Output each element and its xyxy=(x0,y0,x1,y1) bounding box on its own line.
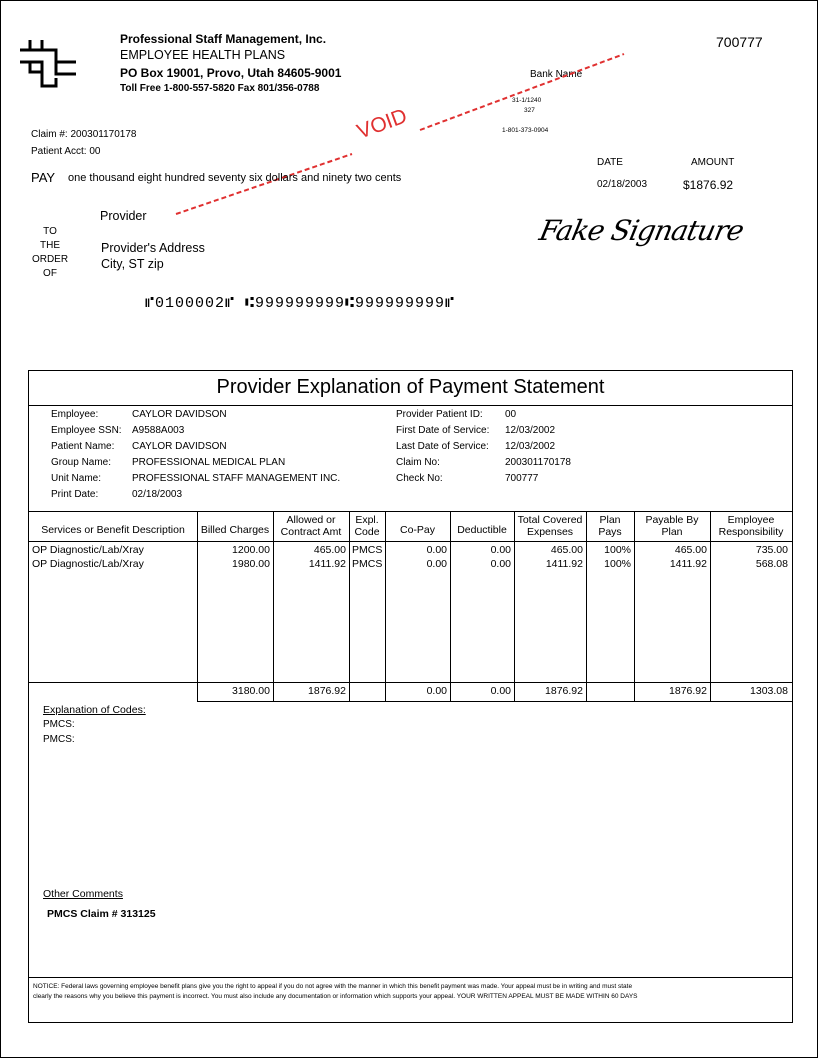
info-value: PROFESSIONAL MEDICAL PLAN xyxy=(132,457,286,468)
table-cell-allowed: 465.00 xyxy=(313,544,346,556)
comments-text: PMCS Claim # 313125 xyxy=(47,908,156,920)
table-cell-copay: 0.00 xyxy=(426,544,447,556)
col-header-billed: Billed Charges xyxy=(200,524,270,536)
info-label: Last Date of Service: xyxy=(396,441,489,452)
company-phones: Toll Free 1-800-557-5820 Fax 801/356-0788 xyxy=(120,83,320,94)
table-cell-expl-code: PMCS xyxy=(352,544,383,556)
payee-address: Provider's Address xyxy=(101,241,205,255)
check-date: 02/18/2003 xyxy=(597,179,648,190)
payee-city: City, ST zip xyxy=(101,257,164,271)
table-cell-payable: 465.00 xyxy=(674,544,707,556)
company-logo xyxy=(16,34,80,90)
table-cell-allowed: 1411.92 xyxy=(308,558,346,570)
table-cell-total-covered: 1411.92 xyxy=(545,558,583,570)
the-label: THE xyxy=(40,240,60,251)
table-cell-total-covered: 465.00 xyxy=(550,544,583,556)
info-label: Group Name: xyxy=(51,457,112,468)
totals-bottom xyxy=(197,701,792,702)
info-value: 12/03/2002 xyxy=(505,441,556,452)
info-value: 02/18/2003 xyxy=(132,489,183,500)
col-header-employee-resp: Employee Responsibility xyxy=(718,514,784,538)
info-label: Employee: xyxy=(51,409,99,420)
check-number: 700777 xyxy=(716,34,763,50)
col-header-expl-code: Expl. Code xyxy=(354,514,380,538)
info-value: 12/03/2002 xyxy=(505,425,556,436)
info-value: 700777 xyxy=(505,473,539,484)
pay-label: PAY xyxy=(31,170,56,185)
notice-line: clearly the reasons why you believe this payment is incorrect. You must also include any documentation or information which supports your appeal. YOUR WRITTEN APPEAL MUST BE MADE WITHIN 60 DAYS xyxy=(33,993,638,1000)
info-label: Unit Name: xyxy=(51,473,102,484)
info-label: Claim No: xyxy=(396,457,440,468)
amount-label: AMOUNT xyxy=(691,157,735,168)
table-cell-billed: 1200.00 xyxy=(232,544,270,556)
company-address: PO Box 19001, Provo, Utah 84605-9001 xyxy=(120,66,342,80)
table-cell-deductible: 0.00 xyxy=(490,544,511,556)
routing-fraction: 31-1/1240 xyxy=(512,97,542,104)
info-label: Print Date: xyxy=(51,489,99,500)
info-value: 00 xyxy=(505,409,517,420)
info-value: 200301170178 xyxy=(505,457,571,468)
table-cell-employee-resp: 568.08 xyxy=(755,558,788,570)
info-label: First Date of Service: xyxy=(396,425,490,436)
info-label: Employee SSN: xyxy=(51,425,122,436)
total-copay: 0.00 xyxy=(426,685,447,697)
table-cell-description: OP Diagnostic/Lab/Xray xyxy=(32,544,144,556)
of-label: OF xyxy=(43,268,57,279)
code-entry: PMCS: xyxy=(43,734,75,745)
notice-text xyxy=(33,982,788,1002)
statement-title: Provider Explanation of Payment Statement xyxy=(216,376,605,398)
table-cell-description: OP Diagnostic/Lab/Xray xyxy=(32,558,144,570)
table-cell-plan-pays: 100% xyxy=(604,558,631,570)
total-allowed: 1876.92 xyxy=(308,685,346,697)
totals-divider xyxy=(29,682,792,683)
order-label: ORDER xyxy=(31,254,69,265)
info-value: CAYLOR DAVIDSON xyxy=(132,409,227,420)
table-cell-billed: 1980.00 xyxy=(232,558,270,570)
col-header-total-covered: Total Covered Expenses xyxy=(517,514,583,538)
total-payable: 1876.92 xyxy=(669,685,707,697)
check-amount: $1876.92 xyxy=(683,178,734,192)
bank-phone: 1-801-373-0904 xyxy=(502,127,549,134)
table-cell-deductible: 0.00 xyxy=(490,558,511,570)
info-value: A9588A003 xyxy=(132,425,185,436)
table-cell-copay: 0.00 xyxy=(426,558,447,570)
total-covered: 1876.92 xyxy=(545,685,583,697)
notice-divider xyxy=(29,977,792,978)
claim-number-line: Claim #: 200301170178 xyxy=(31,129,137,140)
info-label: Check No: xyxy=(396,473,443,484)
col-header-description: Services or Benefit Description xyxy=(41,524,185,536)
notice-line: NOTICE: Federal laws governing employee benefit plans give you the right to appeal if you do not agree with the manner in which this benefit payment was made. Your appeal must be in writing and must state xyxy=(33,983,633,990)
routing-sub: 327 xyxy=(524,107,535,114)
info-value: PROFESSIONAL STAFF MANAGEMENT INC. xyxy=(132,473,341,484)
bank-name: Bank Name xyxy=(530,69,583,80)
to-label: TO xyxy=(43,226,57,237)
info-label: Patient Name: xyxy=(51,441,115,452)
col-header-deductible: Deductible xyxy=(457,524,507,536)
date-label: DATE xyxy=(597,157,623,168)
table-cell-expl-code: PMCS xyxy=(352,558,383,570)
table-cell-employee-resp: 735.00 xyxy=(755,544,788,556)
table-cell-plan-pays: 100% xyxy=(604,544,631,556)
col-header-copay: Co-Pay xyxy=(399,524,435,536)
services-table xyxy=(29,511,792,702)
table-cell-payable: 1411.92 xyxy=(669,558,707,570)
eob-statement xyxy=(28,370,793,1023)
payee-name: Provider xyxy=(100,209,147,223)
plan-name: EMPLOYEE HEALTH PLANS xyxy=(120,48,286,62)
info-value: CAYLOR DAVIDSON xyxy=(132,441,227,452)
codes-heading: Explanation of Codes: xyxy=(43,704,146,716)
col-header-plan-pays: Plan Pays xyxy=(598,514,622,538)
info-label: Provider Patient ID: xyxy=(396,409,483,420)
total-employee-resp: 1303.08 xyxy=(750,685,788,697)
patient-acct-line: Patient Acct: 00 xyxy=(31,146,101,157)
signature: Fake Signature xyxy=(536,214,747,247)
total-billed: 3180.00 xyxy=(232,685,270,697)
void-line xyxy=(170,50,630,220)
title-divider xyxy=(29,405,792,406)
void-stamp: VOID xyxy=(354,104,411,144)
total-deductible: 0.00 xyxy=(490,685,511,697)
header-divider xyxy=(29,541,792,542)
micr-line: ⑈0100002⑈ ⑆999999999⑆999999999⑈ xyxy=(145,295,456,312)
company-name: Professional Staff Management, Inc. xyxy=(120,32,327,46)
col-header-allowed: Allowed or Contract Amt xyxy=(280,514,342,538)
code-entry: PMCS: xyxy=(43,719,75,730)
pay-amount-words: one thousand eight hundred seventy six dollars and ninety two cents xyxy=(68,172,402,184)
comments-heading: Other Comments xyxy=(43,888,123,900)
col-header-payable: Payable By Plan xyxy=(645,514,699,538)
